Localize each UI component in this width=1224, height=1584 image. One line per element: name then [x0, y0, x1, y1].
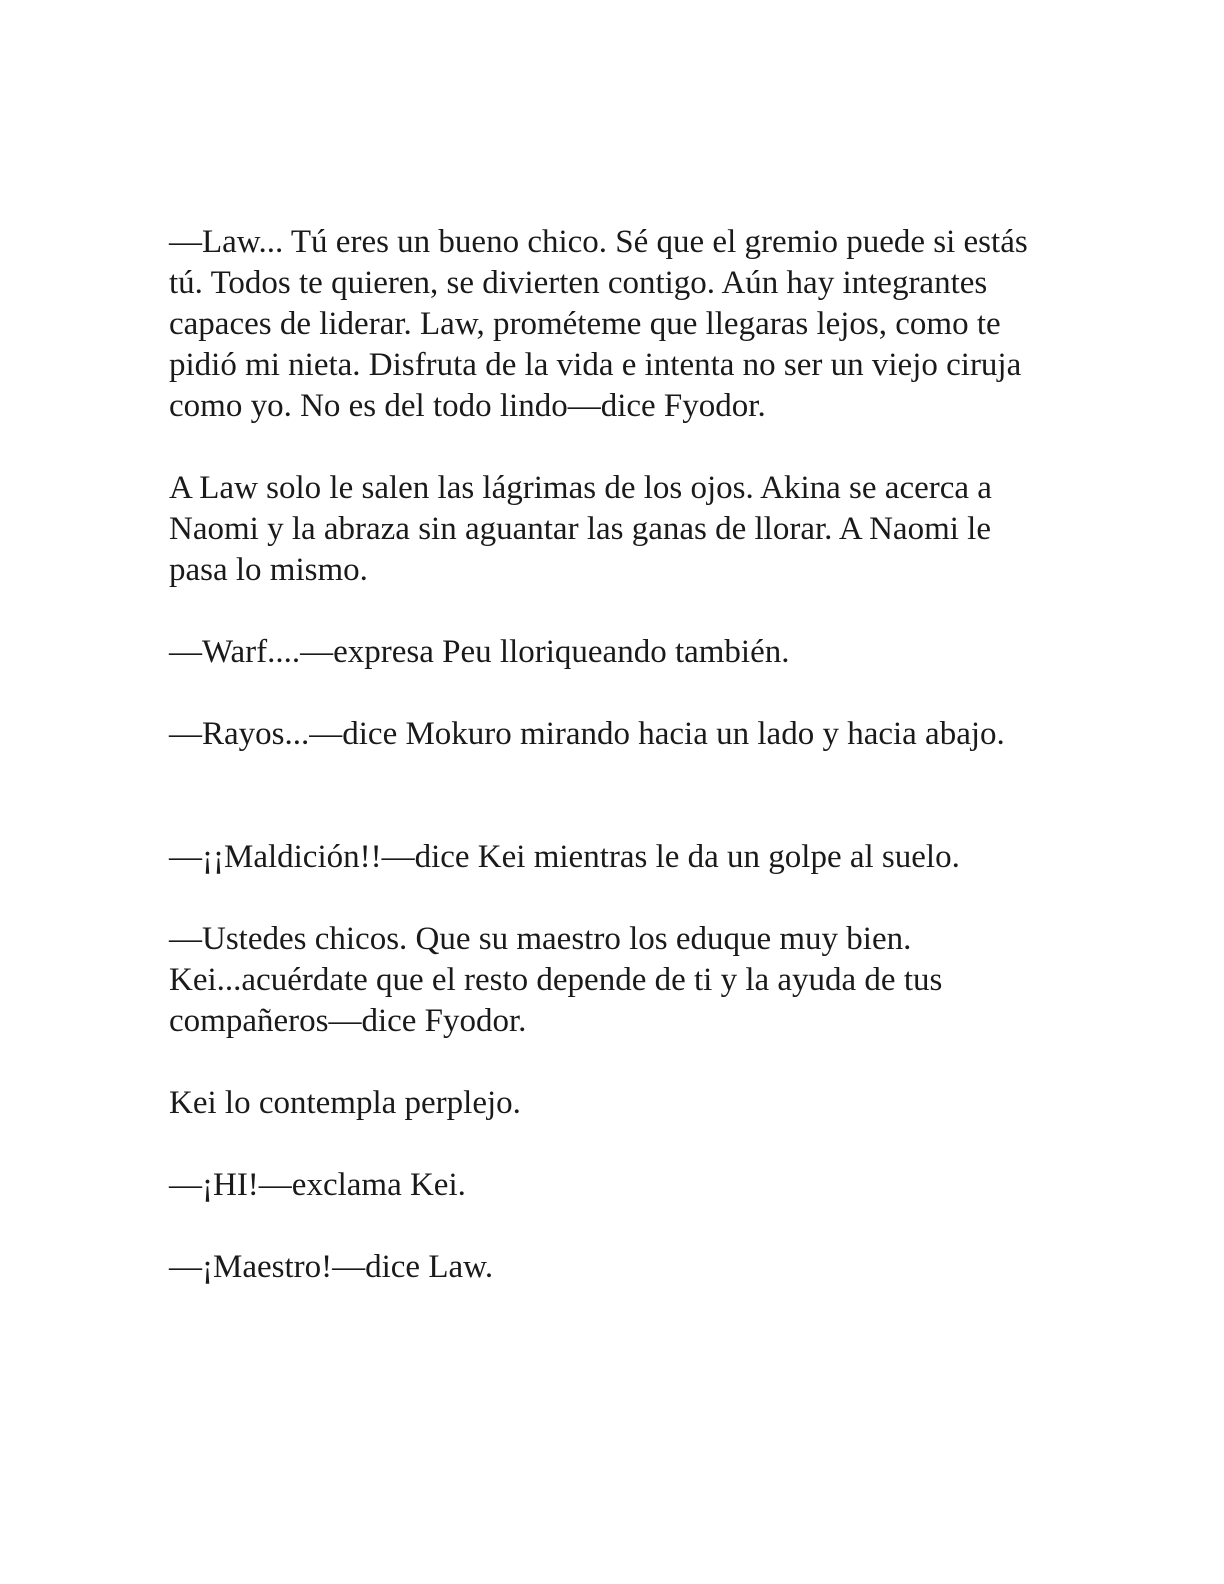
paragraph-kei-perplejo: Kei lo contempla perplejo.	[169, 1085, 521, 1121]
paragraph-fyodor-ustedes: —Ustedes chicos. Que su maestro los eduque muy bien. Kei...acuérdate que el resto depende de ti y la ayuda de tus compañeros—dice Fyodor.	[169, 921, 943, 1039]
paragraph-peu-warf: —Warf....—expresa Peu lloriqueando también.	[169, 634, 790, 670]
document-body	[169, 222, 1049, 1288]
paragraph-law-tears: A Law solo le salen las lágrimas de los ojos. Akina se acerca a Naomi y la abraza sin aguantar las ganas de llorar. A Naomi le pasa lo mismo.	[169, 470, 992, 588]
paragraph-fyodor-speech: —Law... Tú eres un bueno chico. Sé que el gremio puede si estás tú. Todos te quieren, se divierten contigo. Aún hay integrantes capaces de liderar. Law, prométeme que llegaras lejos, como te pidió mi nieta. Disfruta de la vida e intenta no ser un viejo ciruja como yo. No es del todo lindo—dice Fyodor.	[169, 224, 1028, 424]
paragraph-law-maestro: —¡Maestro!—dice Law.	[169, 1249, 494, 1285]
paragraph-kei-maldicion: —¡¡Maldición!!—dice Kei mientras le da un golpe al suelo.	[169, 839, 960, 875]
paragraph-kei-hi: —¡HI!—exclama Kei.	[169, 1167, 466, 1203]
paragraph-mokuro-rayos: —Rayos...—dice Mokuro mirando hacia un lado y hacia abajo.	[169, 716, 1005, 752]
